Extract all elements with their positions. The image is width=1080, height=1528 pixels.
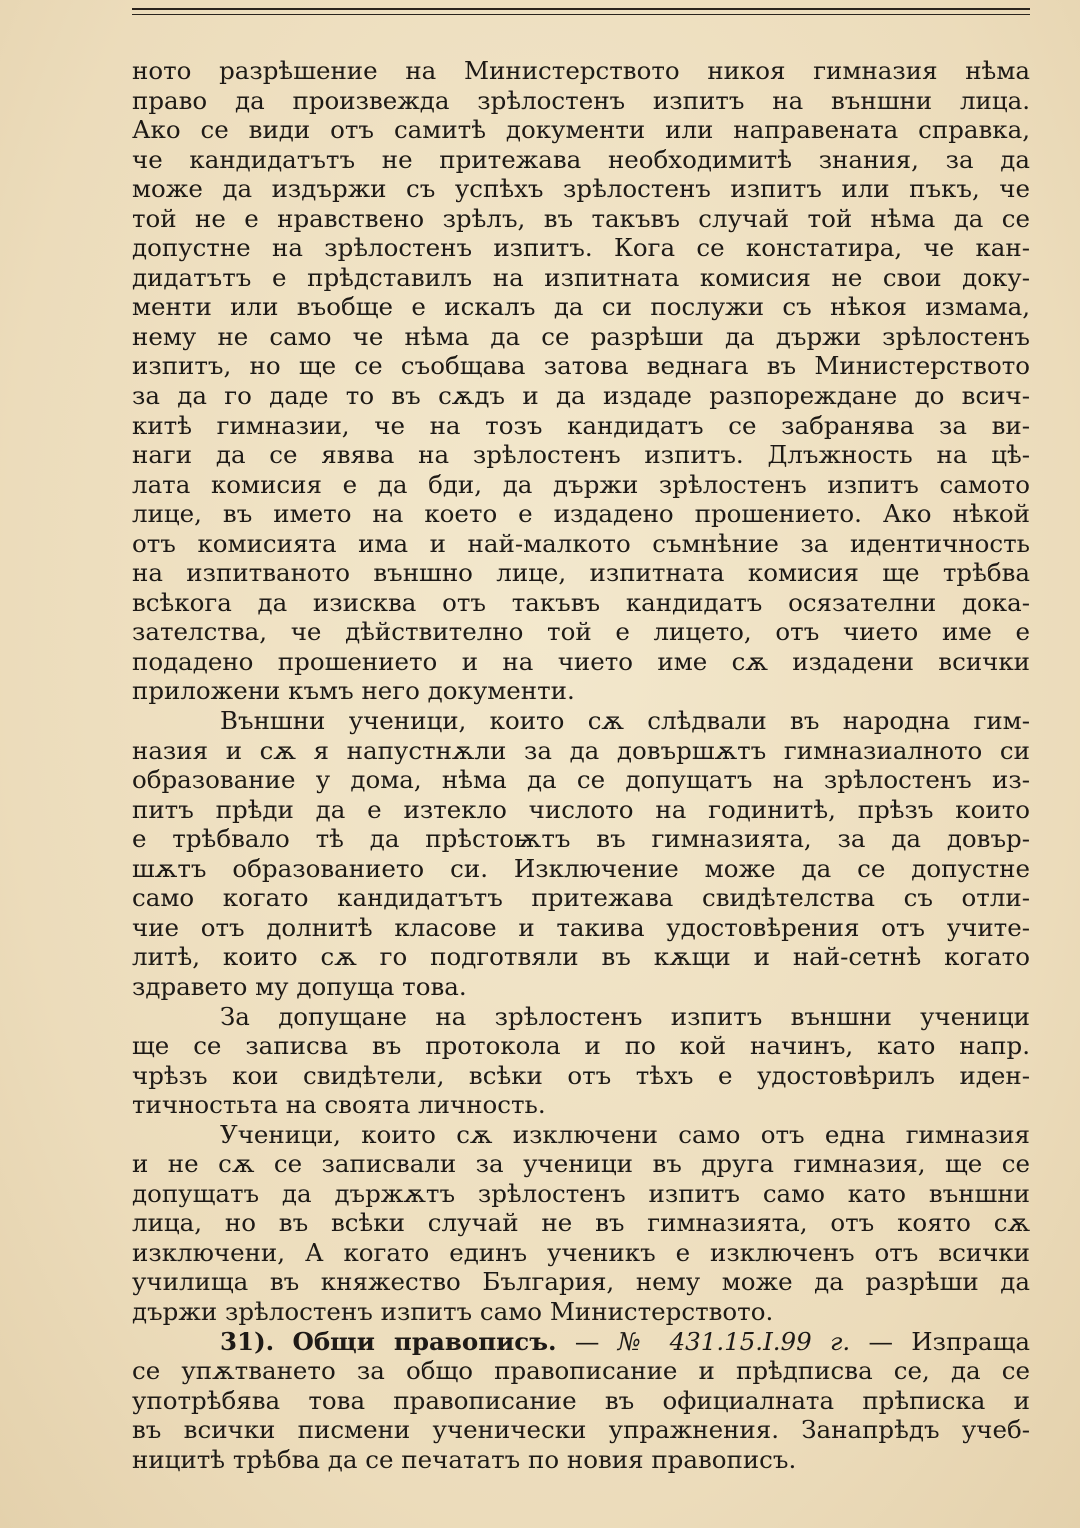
text-line: чие отъ долнитѣ класове и такива удостовѣрения отъ учите- bbox=[132, 912, 1030, 942]
text-line: че кандидатътъ не притежава необходимитѣ знания, за да bbox=[132, 144, 1030, 174]
text-line: допустне на зрѣлостенъ изпитъ. Кога се констатира, че кан- bbox=[132, 233, 1030, 263]
text-line: наги да се явява на зрѣлостенъ изпитъ. Длъжность на цѣ- bbox=[132, 440, 1030, 470]
text-line: питъ прѣди да е изтекло числото на годинитѣ, прѣзъ които bbox=[132, 794, 1030, 824]
paragraph-4 bbox=[132, 1120, 1030, 1327]
text-line: дидатътъ е прѣдставилъ на изпитната комисия не свои доку- bbox=[132, 262, 1030, 292]
section-reference: № 431.15.I.99 г. bbox=[617, 1326, 851, 1356]
paragraph-1 bbox=[132, 56, 1030, 706]
text-line: отъ комисията има и най-малкото съмнѣние за идентичность bbox=[132, 528, 1030, 558]
text-line: здравето му допуща това. bbox=[132, 971, 467, 1001]
section-dash: — bbox=[868, 1326, 893, 1356]
text-line: Външни ученици, които сѫ слѣдвали въ народна гим- bbox=[220, 706, 1030, 736]
paragraph-2 bbox=[132, 706, 1030, 1001]
text-line: на изпитваното външно лице, изпитната комисия ще трѣбва bbox=[132, 558, 1030, 588]
text-line: ното разрѣшение на Министерството никоя гимназия нѣма bbox=[132, 56, 1030, 85]
text-line: може да издържи съ успѣхъ зрѣлостенъ изпитъ или пъкъ, че bbox=[132, 174, 1030, 204]
text-line: училища въ княжество България, нему може да разрѣши да bbox=[132, 1267, 1030, 1297]
text-line: лата комисия е да бди, да държи зрѣлостенъ изпитъ самото bbox=[132, 469, 1030, 499]
text-line: допущатъ да държѫтъ зрѣлостенъ изпитъ само като външни bbox=[132, 1178, 1030, 1208]
top-rule-thin bbox=[132, 14, 1030, 15]
text-line: зателства, че дѣйствително той е лицето, отъ чието име е bbox=[132, 617, 1030, 647]
text-line: той не е нравствено зрѣлъ, въ такъвъ случай той нѣма да се bbox=[132, 203, 1030, 233]
section-dash: — bbox=[574, 1326, 600, 1356]
text-line: е трѣбвало тѣ да прѣстоѭтъ въ гимназията, за да довър- bbox=[132, 824, 1030, 854]
text-line: назия и сѫ я напустнѫли за да довършѫтъ гимназиалното си bbox=[132, 735, 1030, 765]
text-line: образование у дома, нѣма да се допущатъ на зрѣлостенъ из- bbox=[132, 765, 1030, 795]
text-line: изпитъ, но ще се съобщава затова веднага въ Министерството bbox=[132, 351, 1030, 381]
text-line: тичностьта на своята личность. bbox=[132, 1090, 546, 1120]
section-31 bbox=[132, 1327, 1030, 1475]
text-line: приложени къмъ него документи. bbox=[132, 676, 575, 706]
text-line: само когато кандидатътъ притежава свидѣтелства съ отли- bbox=[132, 883, 1030, 913]
text-line: изключени, А когато единъ ученикъ е изключенъ отъ всички bbox=[132, 1237, 1030, 1267]
paragraph-3 bbox=[132, 1002, 1030, 1120]
text-line: държи зрѣлостенъ изпитъ само Министерството. bbox=[132, 1296, 774, 1326]
text-line: за да го даде то въ сѫдъ и да издаде разпореждане до всич- bbox=[132, 381, 1030, 411]
text-line: литѣ, които сѫ го подготвяли въ кѫщи и най-сетнѣ когато bbox=[132, 942, 1030, 972]
text-line: лица, но въ всѣки случай не въ гимназията, отъ която сѫ bbox=[132, 1208, 1030, 1238]
text-line: и не сѫ се записвали за ученици въ друга гимназия, ще се bbox=[132, 1149, 1030, 1179]
section-heading-line bbox=[132, 1327, 1030, 1357]
text-line: Ако се види отъ самитѣ документи или направената справка, bbox=[132, 115, 1030, 145]
text-line: подадено прошението и на чието име сѫ издадени всички bbox=[132, 646, 1030, 676]
section-first-line-text: Изпраща bbox=[911, 1326, 1030, 1356]
text-line: чрѣзъ кои свидѣтели, всѣки отъ тѣхъ е удостовѣрилъ иден- bbox=[132, 1060, 1030, 1090]
text-line: ще се записва въ протокола и по кой начинъ, като напр. bbox=[132, 1031, 1030, 1061]
text-line: употрѣбява това правописание въ официалната прѣписка и bbox=[132, 1385, 1030, 1415]
section-number: 31). bbox=[220, 1326, 275, 1356]
text-line: Ученици, които сѫ изключени само отъ една гимназия bbox=[220, 1119, 1030, 1149]
text-line: ницитѣ трѣбва да се печататъ по новия правописъ. bbox=[132, 1444, 797, 1474]
text-line: всѣкога да изисква отъ такъвъ кандидатъ осязателни дока- bbox=[132, 587, 1030, 617]
text-line: въ всички писмени ученически упражнения. Занапрѣдъ учеб- bbox=[132, 1415, 1030, 1445]
text-line: нему не само че нѣма да се разрѣши да държи зрѣлостенъ bbox=[132, 321, 1030, 351]
text-line: право да произвежда зрѣлостенъ изпитъ на външни лица. bbox=[132, 85, 1030, 115]
text-line: лице, въ името на което е издадено прошението. Ако нѣкой bbox=[132, 499, 1030, 529]
text-line: менти или въобще е искалъ да си послужи съ нѣкоя измама, bbox=[132, 292, 1030, 322]
top-rule-thick bbox=[132, 8, 1030, 10]
text-line: се упѫтването за общо правописание и прѣдписва се, да се bbox=[132, 1356, 1030, 1386]
section-title: Общи правописъ. bbox=[292, 1326, 557, 1356]
text-line: За допущане на зрѣлостенъ изпитъ външни ученици bbox=[220, 1001, 1030, 1031]
page-text bbox=[132, 56, 1030, 1474]
text-line: шѫтъ образованието си. Изключение може да се допустне bbox=[132, 853, 1030, 883]
text-line: китѣ гимназии, че на тозъ кандидатъ се забранява за ви- bbox=[132, 410, 1030, 440]
